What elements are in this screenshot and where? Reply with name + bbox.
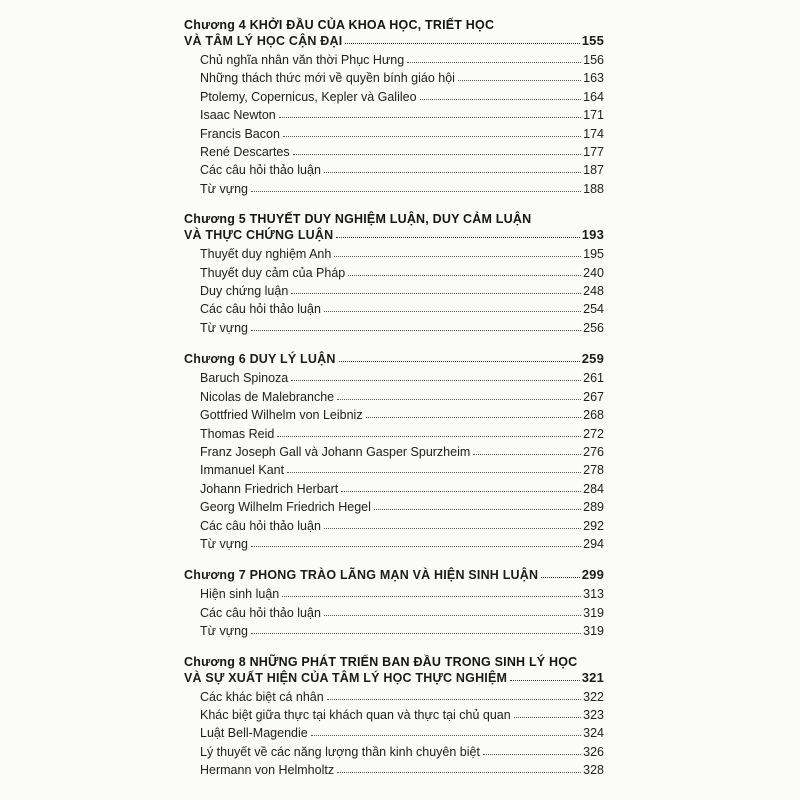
entry-title: Chủ nghĩa nhân văn thời Phục Hưng: [200, 53, 405, 67]
dot-leader: [407, 62, 581, 63]
entry-title: Các khác biệt cá nhân: [200, 689, 324, 704]
dot-leader: [287, 472, 581, 473]
toc-entry[interactable]: [200, 51, 604, 69]
entry-title: René Descartes: [200, 145, 290, 160]
toc-entry[interactable]: [200, 517, 604, 535]
entry-page-number: 195: [583, 247, 604, 262]
entry-title: Luật Bell-Magendie: [200, 726, 308, 741]
entry-page-number: 254: [583, 302, 604, 317]
toc-entry[interactable]: [200, 406, 604, 424]
dot-leader: [514, 717, 581, 718]
dot-leader: [251, 191, 581, 192]
dot-leader: [291, 380, 581, 381]
entry-title: Isaac Newton: [200, 108, 276, 123]
dot-leader: [458, 80, 581, 81]
entry-page-number: 272: [583, 426, 604, 441]
entry-page-number: 313: [583, 587, 604, 602]
toc-entry[interactable]: [200, 300, 604, 318]
entry-page-number: 322: [583, 689, 604, 704]
section-list: [184, 369, 604, 553]
chapter-title-text: VÀ TÂM LÝ HỌC CẬN ĐẠI: [184, 34, 343, 48]
toc-entry[interactable]: [200, 585, 604, 603]
entry-title: Khác biệt giữa thực tại khách quan và thực tại chủ quan: [200, 707, 511, 722]
chapter-title-row[interactable]: [184, 351, 604, 367]
entry-title: Gottfried Wilhelm von Leibniz: [200, 408, 363, 423]
entry-title: Những thách thức mới về quyền bính giáo hội: [200, 71, 455, 86]
entry-page-number: 177: [583, 145, 604, 160]
chapter-title-line: Chương 4 KHỞI ĐẦU CỦA KHOA HỌC, TRIẾT HỌC: [184, 18, 495, 32]
dot-leader: [251, 330, 581, 331]
entry-title: Từ vựng: [200, 536, 248, 551]
entry-title: Duy chứng luận: [200, 284, 289, 299]
dot-leader: [283, 136, 581, 137]
entry-title: Lý thuyết về các năng lượng thần kinh chuyên biệt: [200, 744, 480, 759]
chapter-8: [184, 655, 604, 780]
toc-entry[interactable]: [200, 724, 604, 742]
chapter-page-number: 259: [581, 351, 604, 367]
dot-leader: [251, 546, 581, 547]
dot-leader: [348, 275, 581, 276]
chapter-title-row[interactable]: [184, 227, 604, 243]
entry-page-number: 156: [583, 53, 604, 67]
chapter-title-row[interactable]: [184, 33, 604, 49]
chapter-title-row[interactable]: [184, 670, 604, 686]
dot-leader: [420, 99, 582, 100]
chapter-heading: [184, 18, 604, 33]
section-list: [184, 585, 604, 640]
dot-leader: [293, 154, 582, 155]
toc-entry[interactable]: [200, 69, 604, 87]
toc-entry[interactable]: [200, 264, 604, 282]
chapter-title-text: Chương 6 DUY LÝ LUẬN: [184, 352, 336, 367]
entry-title: Các câu hỏi thảo luận: [200, 302, 321, 317]
dot-leader: [366, 417, 582, 418]
toc-entry[interactable]: [200, 180, 604, 198]
chapter-title-line: Chương 8 NHỮNG PHÁT TRIỂN BAN ĐẦU TRONG SINH LÝ HỌC: [184, 654, 578, 669]
chapter-page-number: 193: [581, 227, 604, 243]
entry-page-number: 278: [583, 463, 604, 478]
dot-leader: [324, 311, 581, 312]
entry-title: Từ vựng: [200, 181, 248, 196]
dot-leader: [345, 43, 579, 44]
dot-leader: [337, 772, 581, 773]
dot-leader: [334, 256, 581, 257]
entry-page-number: 324: [583, 726, 604, 741]
toc-entry[interactable]: [200, 461, 604, 479]
entry-page-number: 164: [583, 89, 604, 104]
entry-title: Các câu hỏi thảo luận: [200, 163, 321, 178]
dot-leader: [336, 237, 579, 238]
entry-page-number: 294: [583, 536, 604, 551]
toc-entry[interactable]: [200, 106, 604, 124]
entry-page-number: 284: [583, 481, 604, 496]
entry-title: Thuyết duy cảm của Pháp: [200, 265, 346, 280]
entry-page-number: 256: [583, 320, 604, 335]
toc-entry[interactable]: [200, 706, 604, 724]
section-list: [184, 51, 604, 198]
toc-entry[interactable]: [200, 498, 604, 516]
entry-page-number: 328: [583, 763, 604, 778]
chapter-heading: [184, 655, 604, 670]
chapter-title-text: VÀ SỰ XUẤT HIỆN CỦA TÂM LÝ HỌC THỰC NGHIỆM: [184, 670, 508, 685]
entry-page-number: 188: [583, 181, 604, 196]
toc-entry[interactable]: [200, 388, 604, 406]
toc-entry[interactable]: [200, 761, 604, 779]
entry-page-number: 319: [583, 605, 604, 620]
entry-title: Francis Bacon: [200, 126, 280, 141]
entry-title: Từ vựng: [200, 320, 248, 335]
entry-page-number: 319: [583, 624, 604, 639]
entry-page-number: 276: [583, 444, 604, 459]
dot-leader: [279, 117, 581, 118]
dot-leader: [311, 735, 581, 736]
table-of-contents: [184, 18, 604, 794]
section-list: [184, 245, 604, 337]
entry-page-number: 163: [583, 71, 604, 86]
dot-leader: [337, 399, 581, 400]
entry-title: Johann Friedrich Herbart: [200, 481, 339, 496]
dot-leader: [483, 754, 581, 755]
toc-entry[interactable]: [200, 688, 604, 706]
toc-entry[interactable]: [200, 125, 604, 143]
chapter-page-number: 321: [581, 669, 604, 685]
chapter-title-line: Chương 5 THUYẾT DUY NGHIỆM LUẬN, DUY CẢM LUẬN: [184, 212, 532, 227]
chapter-page-number: 155: [581, 33, 604, 48]
entry-title: Immanuel Kant: [200, 463, 285, 478]
toc-entry[interactable]: [200, 535, 604, 553]
toc-entry[interactable]: [200, 604, 604, 622]
chapter-heading: [184, 212, 604, 227]
dot-leader: [324, 172, 581, 173]
dot-leader: [473, 454, 581, 455]
entry-title: Hermann von Helmholtz: [200, 763, 335, 778]
chapter-7: [184, 567, 604, 640]
entry-page-number: 174: [583, 126, 604, 141]
toc-entry[interactable]: [200, 88, 604, 106]
toc-entry[interactable]: [200, 143, 604, 161]
entry-title: Nicolas de Malebranche: [200, 389, 335, 404]
toc-entry[interactable]: [200, 319, 604, 337]
chapter-4: [184, 18, 604, 198]
toc-entry[interactable]: [200, 480, 604, 498]
entry-page-number: 323: [583, 707, 604, 722]
entry-page-number: 292: [583, 518, 604, 533]
entry-page-number: 267: [583, 389, 604, 404]
dot-leader: [282, 596, 581, 597]
toc-entry[interactable]: [200, 743, 604, 761]
dot-leader: [341, 491, 581, 492]
entry-title: Các câu hỏi thảo luận: [200, 605, 321, 620]
entry-title: Georg Wilhelm Friedrich Hegel: [200, 500, 371, 515]
chapter-title-row[interactable]: [184, 567, 604, 583]
dot-leader: [251, 633, 581, 634]
entry-page-number: 261: [583, 371, 604, 386]
chapter-page-number: 299: [581, 567, 604, 583]
entry-page-number: 289: [583, 500, 604, 515]
dot-leader: [541, 577, 579, 578]
entry-title: Ptolemy, Copernicus, Kepler và Galileo: [200, 89, 417, 104]
toc-entry[interactable]: [200, 622, 604, 640]
dot-leader: [324, 615, 581, 616]
entry-title: Franz Joseph Gall và Johann Gasper Spurzheim: [200, 444, 471, 459]
entry-page-number: 240: [583, 265, 604, 280]
entry-page-number: 326: [583, 744, 604, 759]
entry-title: Baruch Spinoza: [200, 371, 289, 386]
dot-leader: [374, 509, 581, 510]
entry-page-number: 187: [583, 163, 604, 178]
chapter-6: [184, 351, 604, 553]
chapter-5: [184, 212, 604, 337]
chapter-title-text: VÀ THỰC CHỨNG LUẬN: [184, 228, 334, 243]
dot-leader: [291, 293, 581, 294]
entry-title: Các câu hỏi thảo luận: [200, 518, 321, 533]
dot-leader: [510, 680, 580, 681]
dot-leader: [277, 436, 581, 437]
entry-page-number: 268: [583, 408, 604, 423]
dot-leader: [324, 528, 581, 529]
entry-title: Thuyết duy nghiệm Anh: [200, 247, 332, 262]
toc-entry[interactable]: [200, 443, 604, 461]
dot-leader: [327, 699, 581, 700]
entry-title: Hiện sinh luận: [200, 587, 280, 602]
toc-entry[interactable]: [200, 161, 604, 179]
section-list: [184, 688, 604, 780]
dot-leader: [339, 361, 580, 362]
toc-entry[interactable]: [200, 425, 604, 443]
entry-title: Thomas Reid: [200, 426, 275, 441]
chapter-title-text: Chương 7 PHONG TRÀO LÃNG MẠN VÀ HIỆN SINH LUẬN: [184, 568, 539, 583]
toc-entry[interactable]: [200, 245, 604, 263]
toc-entry[interactable]: [200, 282, 604, 300]
entry-page-number: 248: [583, 284, 604, 299]
entry-page-number: 171: [583, 108, 604, 123]
entry-title: Từ vựng: [200, 624, 248, 639]
toc-entry[interactable]: [200, 369, 604, 387]
